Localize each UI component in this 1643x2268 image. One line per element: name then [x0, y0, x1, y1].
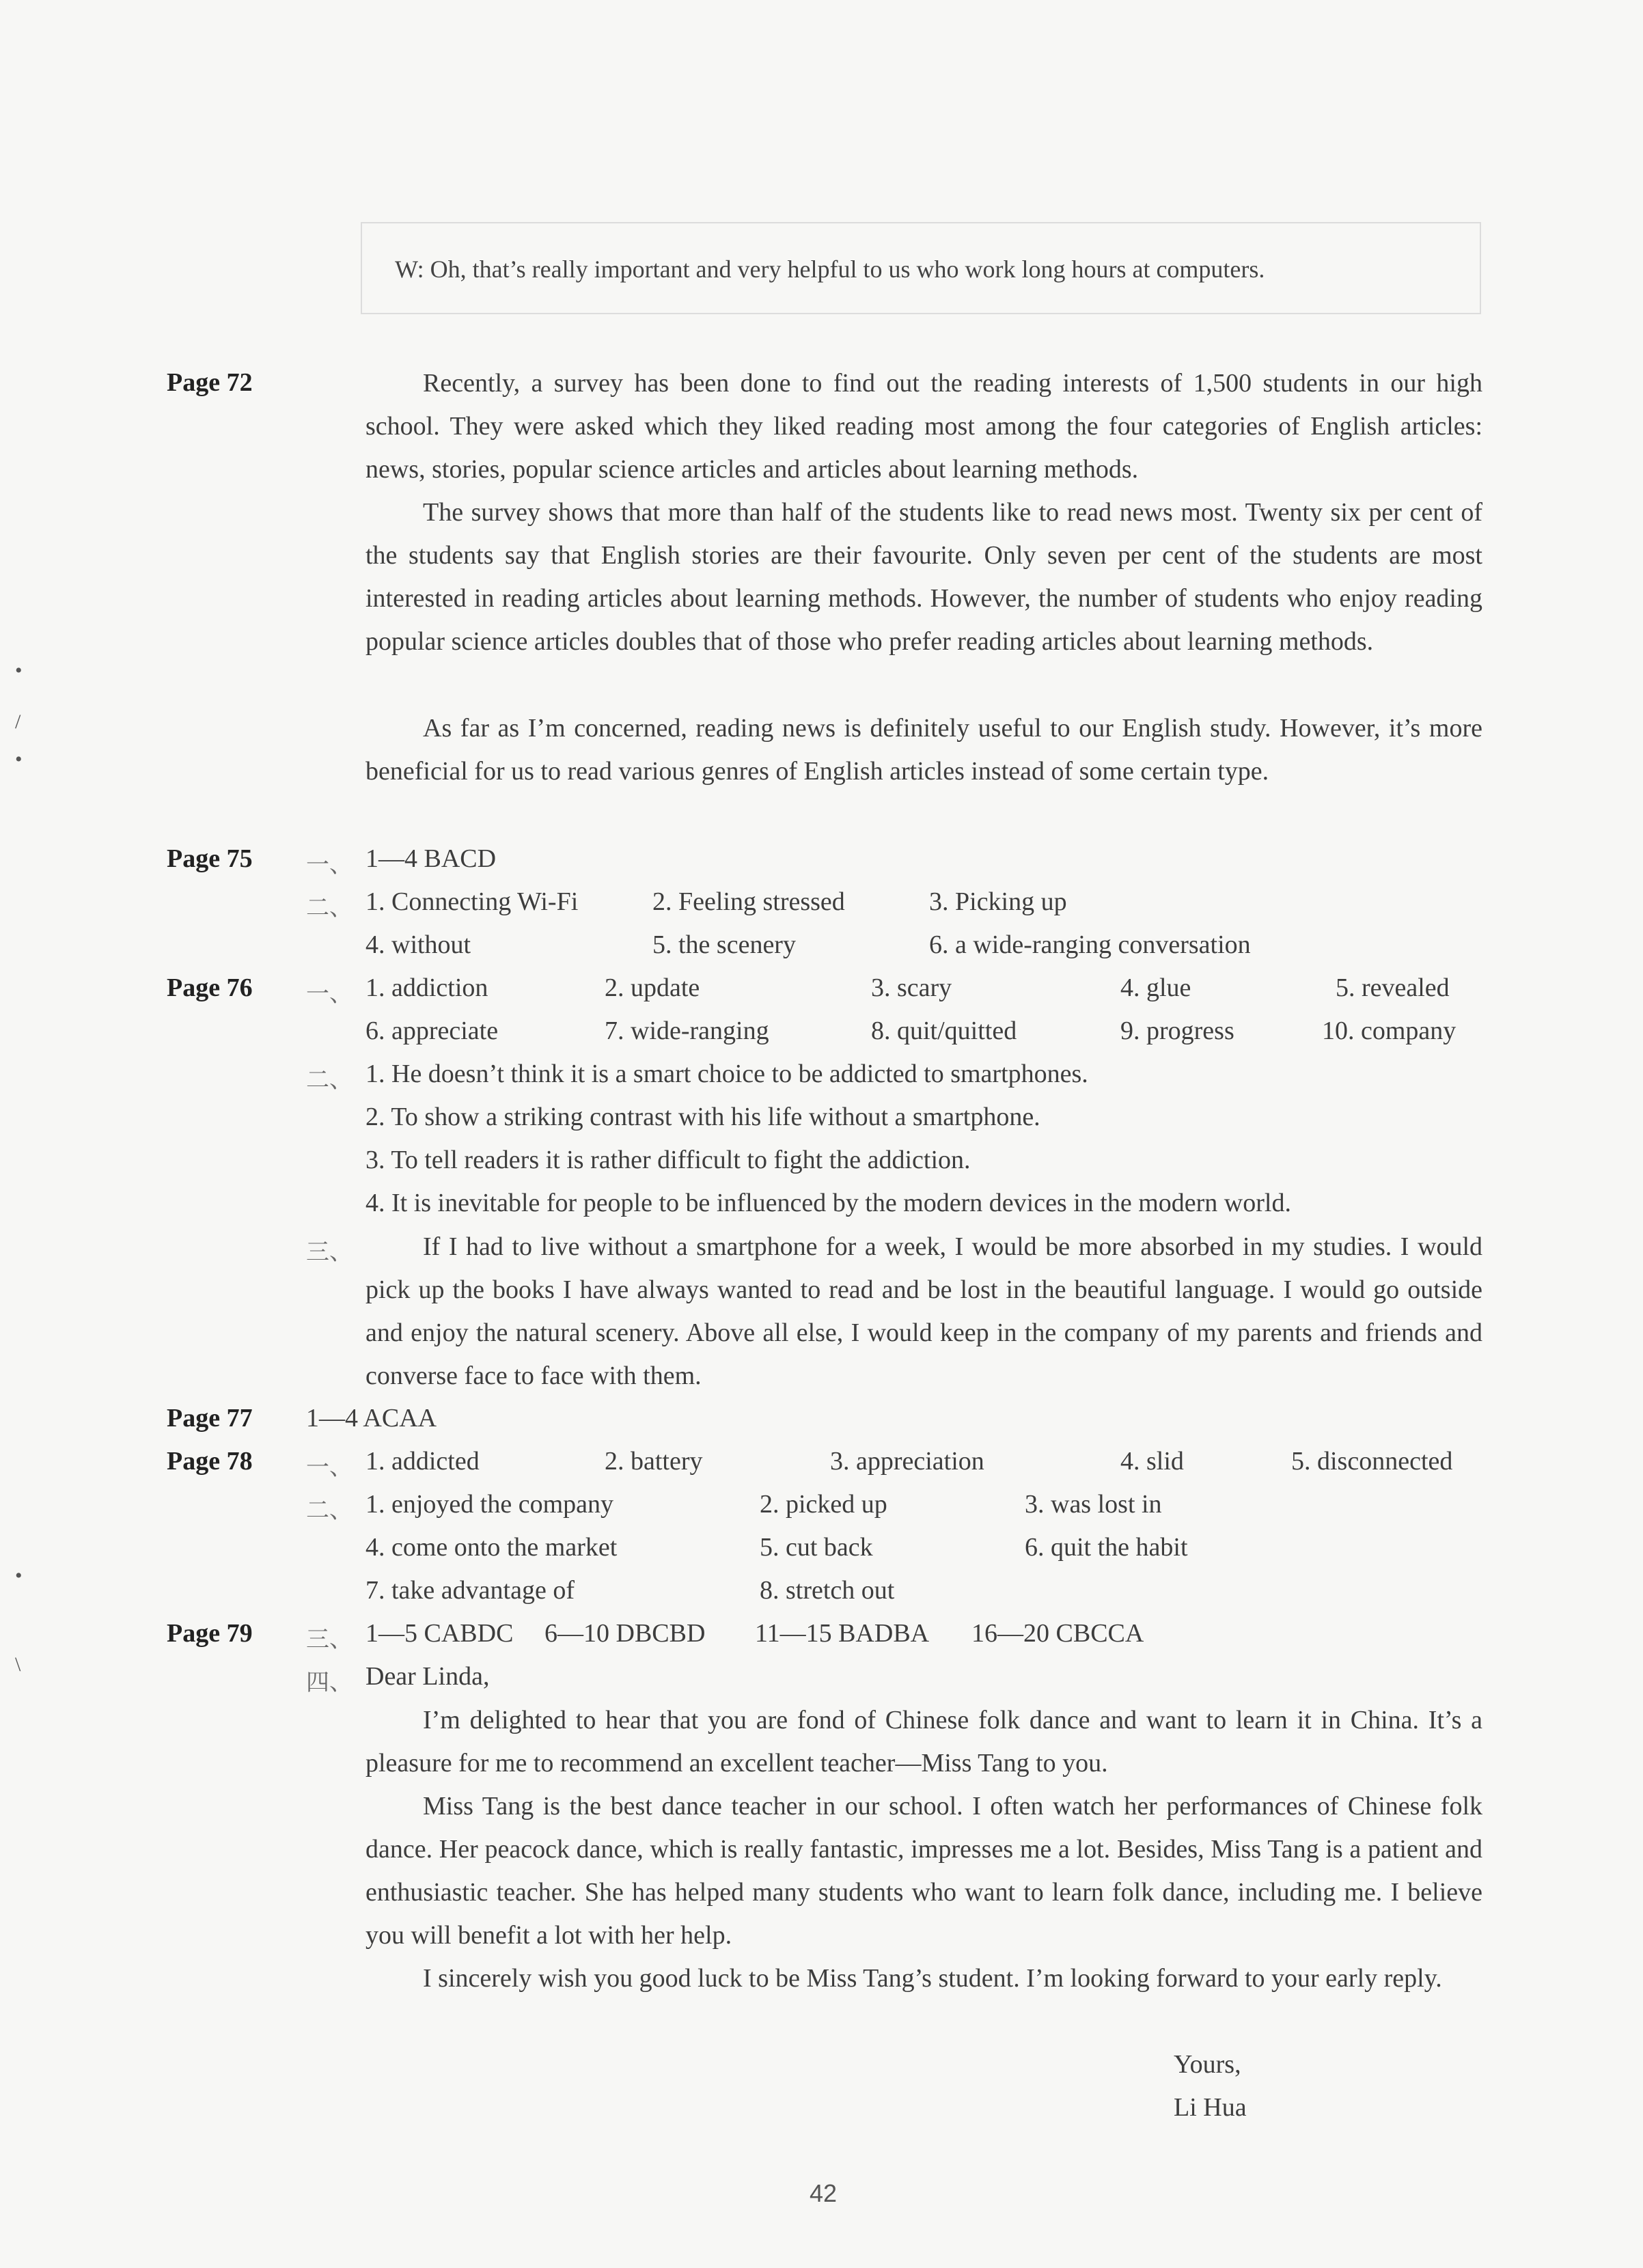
p76-s2-item: 1. He doesn’t think it is a smart choice to be addicted to smartphones. [365, 1060, 1088, 1088]
p76-s1-item: 5. revealed [1336, 973, 1450, 1002]
p75-s2-item: 1. Connecting Wi-Fi [365, 887, 579, 916]
p76-s2-item: 2. To show a striking contrast with his life without a smartphone. [365, 1103, 1040, 1131]
p76-section-3-marker: 三、 [306, 1239, 353, 1266]
p75-s2-item: 3. Picking up [929, 887, 1067, 916]
p76-s1-item: 1. addiction [365, 973, 488, 1002]
p76-s1-item: 6. appreciate [365, 1017, 499, 1045]
p78-s1-item: 3. appreciation [830, 1447, 984, 1476]
p72-paragraph-3: As far as I’m concerned, reading news is definitely useful to our English study. However, it’s more beneficial for us to read various genres of English articles instead of some certain type. [365, 714, 1482, 786]
scan-mark: / [15, 710, 21, 733]
p72-paragraph-2: The survey shows that more than half of the students like to read news most. Twenty six per cent of the students say that English stories are their favourite. Only seven per cent of the students are most interested in reading articles about learning methods. However, the number of students who enjoy reading popular science articles doubles that of those who prefer reading articles about learning methods. [365, 498, 1482, 656]
page-75-label: Page 75 [167, 844, 253, 873]
p76-s1-item: 8. quit/quitted [871, 1017, 1017, 1045]
p76-section-2-marker: 二、 [306, 1066, 353, 1094]
p79-s3-item: 6—10 DBCBD [544, 1619, 706, 1648]
letter-paragraph-3: I sincerely wish you good luck to be Miss Tang’s student. I’m looking forward to your early reply. [423, 1964, 1442, 1993]
transcript-box: W: Oh, that’s really important and very helpful to us who work long hours at computers. [361, 222, 1481, 314]
p76-s1-item: 9. progress [1120, 1017, 1234, 1045]
p76-s2-item: 4. It is inevitable for people to be influenced by the modern devices in the modern world. [365, 1189, 1291, 1217]
page-79-label: Page 79 [167, 1619, 253, 1648]
letter-paragraph-1: I’m delighted to hear that you are fond of Chinese folk dance and want to learn it in China. It’s a pleasure for me to recommend an excellent teacher—Miss Tang to you. [365, 1706, 1482, 1778]
p76-s2-item: 3. To tell readers it is rather difficult to fight the addiction. [365, 1146, 971, 1174]
letter-salutation: Dear Linda, [365, 1662, 490, 1691]
page-number: 42 [810, 2179, 838, 2207]
p75-s2-item: 6. a wide-ranging conversation [929, 930, 1251, 959]
scan-mark: • [15, 748, 23, 771]
page-78-label: Page 78 [167, 1447, 253, 1476]
p79-section-4-marker: 四、 [306, 1669, 353, 1696]
page-72-label: Page 72 [167, 368, 253, 397]
p76-s1-item: 4. glue [1120, 973, 1191, 1002]
p78-s1-item: 4. slid [1120, 1447, 1184, 1476]
p78-s2-item: 5. cut back [760, 1533, 873, 1562]
p75-section-2-marker: 二、 [306, 894, 353, 922]
p76-s1-item: 3. scary [871, 973, 952, 1002]
p78-s1-item: 1. addicted [365, 1447, 480, 1476]
letter-signature: Li Hua [1174, 2093, 1247, 2122]
p78-s2-item: 1. enjoyed the company [365, 1490, 614, 1519]
p78-s1-item: 5. disconnected [1291, 1447, 1453, 1476]
p75-s2-item: 4. without [365, 930, 471, 959]
scan-mark: \ [15, 1653, 21, 1676]
p72-paragraph-1: Recently, a survey has been done to find out the reading interests of 1,500 students in our high school. They were asked which they liked reading most among the four categories of English articles: news, stories, popular science articles and articles about learning methods. [365, 369, 1482, 484]
scan-mark: • [15, 1564, 23, 1587]
p76-s1-item: 10. company [1322, 1017, 1456, 1045]
page-76-label: Page 76 [167, 973, 253, 1002]
p75-section-1-marker: 一、 [306, 851, 353, 879]
p79-section-3-marker: 三、 [306, 1626, 353, 1653]
p78-s2-item: 8. stretch out [760, 1576, 895, 1605]
page-77-label: Page 77 [167, 1404, 253, 1433]
p78-s2-item: 4. come onto the market [365, 1533, 618, 1562]
p78-s2-item: 3. was lost in [1025, 1490, 1162, 1519]
p79-s3-item: 1—5 CABDC [365, 1619, 514, 1648]
scan-mark: • [15, 659, 23, 682]
p76-s1-item: 2. update [605, 973, 700, 1002]
p76-s1-item: 7. wide-ranging [605, 1017, 769, 1045]
p78-s2-item: 6. quit the habit [1025, 1533, 1188, 1562]
p76-section-1-marker: 一、 [306, 980, 353, 1008]
letter-closing: Yours, [1174, 2050, 1241, 2079]
p75-section-1-answer: 1—4 BACD [365, 844, 497, 873]
p79-s3-item: 16—20 CBCCA [971, 1619, 1144, 1648]
p75-s2-item: 2. Feeling stressed [652, 887, 845, 916]
p78-s2-item: 2. picked up [760, 1490, 887, 1519]
p76-section-3-paragraph: If I had to live without a smartphone for a week, I would be more absorbed in my studies. I would pick up the books I have always wanted to read and be lost in the beautiful language. I would go outside and enjoy the natural scenery. Above all else, I would keep in the company of my parents and friends and converse face to face with them. [365, 1232, 1482, 1390]
p78-s1-item: 2. battery [605, 1447, 703, 1476]
p75-s2-item: 5. the scenery [652, 930, 796, 959]
p77-answer: 1—4 ACAA [306, 1404, 437, 1433]
p79-s3-item: 11—15 BADBA [755, 1619, 930, 1648]
p78-section-2-marker: 二、 [306, 1497, 353, 1524]
p78-s2-item: 7. take advantage of [365, 1576, 575, 1605]
letter-paragraph-2: Miss Tang is the best dance teacher in our school. I often watch her performances of Chinese folk dance. Her peacock dance, which is really fantastic, impresses me a lot. Besides, Miss Tang is a patient and enthusiastic teacher. She has helped many students who want to learn folk dance, including me. I believe you will benefit a lot with her help. [365, 1792, 1482, 1950]
p78-section-1-marker: 一、 [306, 1454, 353, 1481]
